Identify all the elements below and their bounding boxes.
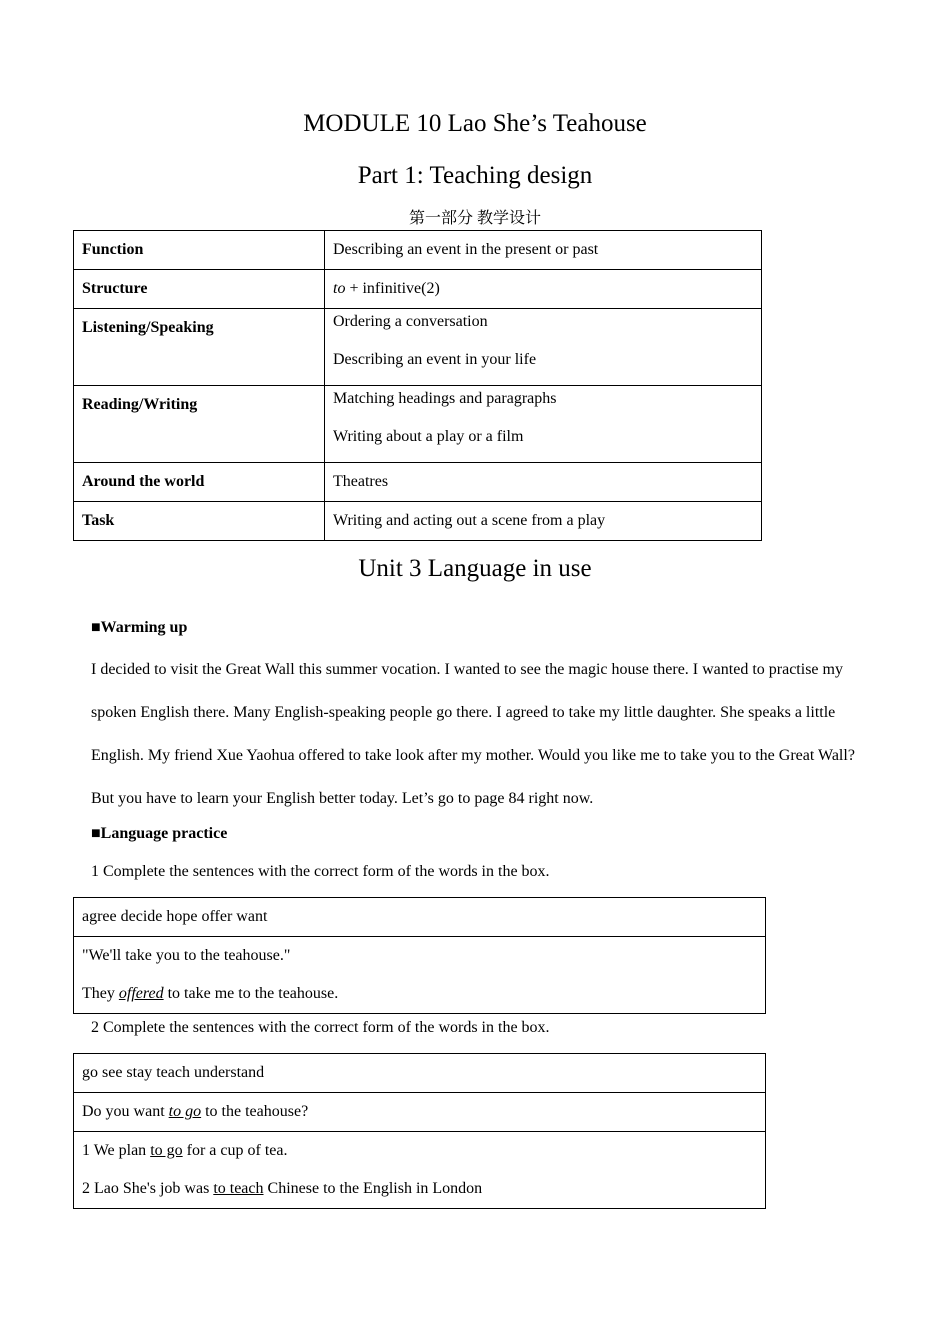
- table-row: [74, 386, 762, 463]
- table-row: [74, 231, 762, 270]
- table-row: [74, 309, 762, 386]
- answer: to go: [150, 1142, 183, 1159]
- table-row: [74, 1132, 766, 1209]
- teaching-design-table: [73, 230, 762, 541]
- example-answer: to go: [168, 1103, 202, 1120]
- word-box: agree decide hope offer want: [74, 898, 766, 937]
- list-item: 1 We plan to go for a cup of tea.: [82, 1142, 288, 1159]
- unit-title: Unit 3 Language in use: [358, 555, 592, 582]
- part-title: Part 1: Teaching design: [357, 162, 593, 189]
- exercise1-instruction: 1 Complete the sentences with the correct form of the words in the box.: [91, 863, 550, 880]
- list-item: 2 Lao She's job was to teach Chinese to the English in London: [82, 1180, 483, 1197]
- table-row: [74, 937, 766, 1014]
- exercise2-instruction: 2 Complete the sentences with the correct form of the words in the box.: [91, 1019, 550, 1036]
- row-value-line: Describing an event in your life: [333, 351, 537, 368]
- row-value-line: Writing about a play or a film: [333, 428, 524, 445]
- table-row: [74, 1054, 766, 1093]
- table-row: [74, 502, 762, 541]
- row-label: Task: [74, 502, 325, 541]
- row-value: [325, 309, 762, 386]
- answers-cell: [74, 1132, 766, 1209]
- table-row: [74, 1093, 766, 1132]
- exercise2-box: [73, 1053, 766, 1209]
- row-label: Reading/Writing: [74, 386, 325, 463]
- row-value-line: Ordering a conversation: [333, 313, 488, 330]
- table-row: [74, 270, 762, 309]
- row-value: Theatres: [325, 463, 762, 502]
- row-value-line: Matching headings and paragraphs: [333, 390, 557, 407]
- table-row: [74, 898, 766, 937]
- row-label: Listening/Speaking: [74, 309, 325, 386]
- warming-up-text: I decided to visit the Great Wall this summer vocation. I wanted to see the magic house there. I wanted to practise my spoken English there. Many English-speaking people go there. I agreed to take my little daughter. She speaks a little English. My friend Xue Yaohua offered to take look after my mother. Would you like me to take you to the Great Wall? But you have to learn your English better today. Let’s go to page 84 right now.: [91, 661, 855, 807]
- row-value: Describing an event in the present or past: [325, 231, 762, 270]
- table-row: [74, 463, 762, 502]
- warming-up-heading: ■Warming up: [91, 619, 188, 636]
- row-label: Structure: [74, 270, 325, 309]
- part-subtitle: 第一部分 教学设计: [408, 210, 541, 227]
- structure-rest: + infinitive(2): [345, 280, 440, 297]
- row-value: [325, 386, 762, 463]
- example-sentence: They offered to take me to the teahouse.: [82, 985, 339, 1002]
- row-label: Around the world: [74, 463, 325, 502]
- row-value: Writing and acting out a scene from a play: [325, 502, 762, 541]
- answer: to teach: [213, 1180, 264, 1197]
- page-title: MODULE 10 Lao She’s Teahouse: [303, 110, 647, 137]
- example-quote: "We'll take you to the teahouse.": [82, 947, 291, 964]
- exercise1-box: [73, 897, 766, 1014]
- row-label: Function: [74, 231, 325, 270]
- language-practice-heading: ■Language practice: [91, 825, 228, 842]
- example-cell: [74, 937, 766, 1014]
- word-box: go see stay teach understand: [74, 1054, 766, 1093]
- example-sentence: Do you want to go to the teahouse?: [74, 1093, 766, 1132]
- row-value: [325, 270, 762, 309]
- structure-italic: to: [333, 280, 346, 297]
- example-answer: offered: [118, 985, 164, 1002]
